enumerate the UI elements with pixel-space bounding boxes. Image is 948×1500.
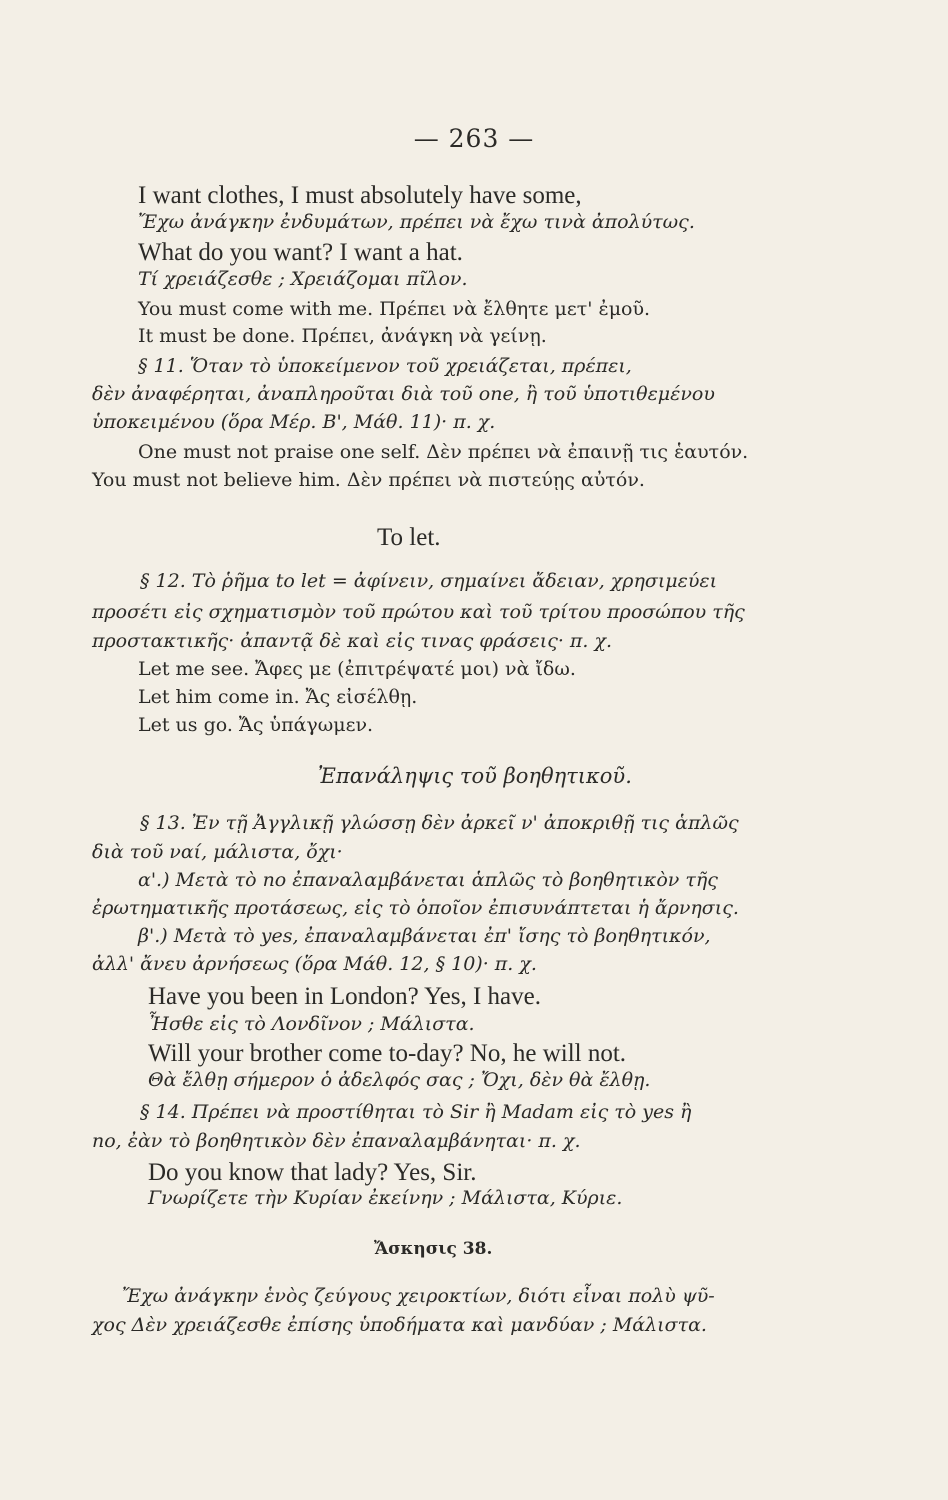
text-line: διὰ τοῦ ναί, μάλιστα, ὄχι·: [92, 841, 343, 863]
text-line: Let us go. Ἄς ὑπάγωμεν.: [138, 714, 374, 736]
text-line: Θὰ ἔλθῃ σήμερον ὁ ἀδελφός σας ; Ὄχι, δὲν θὰ ἔλθῃ.: [148, 1069, 651, 1091]
text-line: δὲν ἀναφέρηται, ἀναπληροῦται διὰ τοῦ one, ἢ τοῦ ὑποτιθεμένου: [92, 383, 715, 405]
text-line: Have you been in London? Yes, I have.: [148, 983, 541, 1010]
text-line: Will your brother come to-day? No, he will not.: [148, 1040, 627, 1067]
text-line: Do you know that lady? Yes, Sir.: [148, 1159, 477, 1186]
text-line: It must be done. Πρέπει, ἀνάγκη νὰ γείνῃ.: [138, 325, 547, 347]
text-line: ἐρωτηματικῆς προτάσεως, εἰς τὸ ὁποῖον ἐπισυνάπτεται ἡ ἄρνησις.: [92, 897, 739, 919]
text-line: Γνωρίζετε τὴν Κυρίαν ἐκείνην ; Μάλιστα, Κύριε.: [148, 1187, 623, 1209]
text-line: Let him come in. Ἄς εἰσέλθῃ.: [138, 686, 418, 708]
section-heading: § 13. Ἐν τῇ Ἀγγλικῇ γλώσσῃ δὲν ἀρκεῖ ν' ἀποκριθῇ τις ἁπλῶς: [140, 812, 739, 834]
text-line: You must not believe him. Δὲν πρέπει νὰ πιστεύῃς αὐτόν.: [92, 469, 645, 491]
text-line: προστακτικῆς· ἀπαντᾷ δὲ καὶ εἰς τινας φράσεις· π. χ.: [92, 630, 613, 652]
text-line: χος Δὲν χρειάζεσθε ἐπίσης ὑποδήματα καὶ μανδύαν ; Μάλιστα.: [92, 1314, 707, 1336]
text-line: One must not praise one self. Δὲν πρέπει νὰ ἐπαινῇ τις ἑαυτόν.: [138, 441, 749, 463]
section-heading: § 12. Τὸ ῥῆμα to let = ἀφίνειν, σημαίνει ἄδειαν, χρησιμεύει: [140, 570, 718, 592]
text-line: You must come with me. Πρέπει νὰ ἔλθητε μετ' ἐμοῦ.: [138, 298, 651, 320]
text-line: Let me see. Ἄφες με (ἐπιτρέψατέ μοι) νὰ ἴδω.: [138, 658, 576, 680]
page-number: — 263 —: [413, 124, 535, 153]
text-line: ἀλλ' ἄνευ ἀρνήσεως (ὅρα Μάθ. 12, § 10)· π. χ.: [92, 953, 537, 975]
text-line: Ἔχω ἀνάγκην ἐνδυμάτων, πρέπει νὰ ἔχω τινὰ ἀπολύτως.: [138, 211, 695, 233]
subheading-to-let: To let.: [377, 524, 441, 551]
subheading-auxiliary: Ἐπανάληψις τοῦ βοηθητικοῦ.: [318, 764, 632, 788]
section-heading: § 14. Πρέπει νὰ προστίθηται τὸ Sir ἢ Madam εἰς τὸ yes ἢ: [140, 1101, 692, 1123]
text-line: α'.) Μετὰ τὸ no ἐπαναλαμβάνεται ἁπλῶς τὸ βοηθητικὸν τῆς: [138, 869, 718, 891]
text-line: Τί χρειάζεσθε ; Χρειάζομαι πῖλον.: [138, 268, 468, 290]
text-line: Ἔχω ἀνάγκην ἑνὸς ζεύγους χειροκτίων, διότι εἶναι πολὺ ψῦ-: [122, 1285, 715, 1307]
text-line: προσέτι εἰς σχηματισμὸν τοῦ πρώτου καὶ τοῦ τρίτου προσώπου τῆς: [92, 601, 745, 623]
section-heading: § 11. Ὅταν τὸ ὑποκείμενον τοῦ χρειάζεται, πρέπει,: [138, 355, 632, 377]
exercise-heading: Ἄσκησις 38.: [374, 1239, 493, 1259]
text-line: no, ἐὰν τὸ βοηθητικὸν δὲν ἐπαναλαμβάνηται· π. χ.: [92, 1130, 581, 1152]
text-line: Ἦσθε εἰς τὸ Λονδῖνον ; Μάλιστα.: [148, 1013, 475, 1035]
text-line: What do you want? I want a hat.: [138, 239, 463, 266]
text-line: β'.) Μετὰ τὸ yes, ἐπαναλαμβάνεται ἐπ' ἴσης τὸ βοηθητικόν,: [138, 925, 711, 947]
text-line: ὑποκειμένου (ὅρα Μέρ. Β', Μάθ. 11)· π. χ.: [92, 411, 496, 433]
text-line: I want clothes, I must absolutely have some,: [138, 182, 582, 209]
